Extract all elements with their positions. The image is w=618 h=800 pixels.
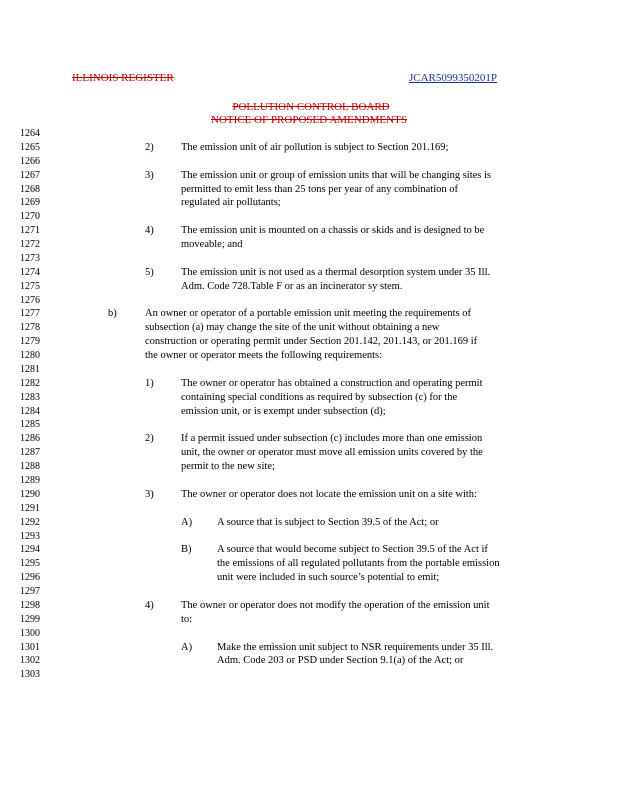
line-number: 1273 bbox=[20, 252, 40, 264]
line-number: 1281 bbox=[20, 363, 40, 375]
line-number: 1295 bbox=[20, 558, 40, 570]
paragraph-line: The emission unit is not used as a thermal desorption system under 35 Ill. bbox=[181, 266, 491, 278]
paragraph-line: An owner or operator of a portable emission unit meeting the requirements of bbox=[145, 308, 471, 320]
line-number: 1302 bbox=[20, 655, 40, 667]
line-number: 1280 bbox=[20, 350, 40, 362]
subsection-label: 2) bbox=[145, 141, 154, 153]
subsection-label: 4) bbox=[145, 225, 154, 237]
paragraph-line: If a permit issued under subsection (c) includes more than one emission bbox=[181, 433, 483, 445]
paragraph-line: subsection (a) may change the site of the unit without obtaining a new bbox=[145, 322, 440, 334]
line-number: 1265 bbox=[20, 141, 40, 153]
register-header: ILLINOIS REGISTER bbox=[72, 72, 174, 84]
subsection-label: 4) bbox=[145, 599, 154, 611]
line-number: 1294 bbox=[20, 544, 40, 556]
line-number: 1272 bbox=[20, 239, 40, 251]
line-number: 1290 bbox=[20, 488, 40, 500]
line-number: 1282 bbox=[20, 377, 40, 389]
line-number: 1284 bbox=[20, 405, 40, 417]
line-number: 1269 bbox=[20, 197, 40, 209]
subsection-label: 2) bbox=[145, 433, 154, 445]
paragraph-line: A source that would become subject to Section 39.5 of the Act if bbox=[217, 544, 488, 556]
line-number: 1283 bbox=[20, 391, 40, 403]
line-number: 1275 bbox=[20, 280, 40, 292]
subsection-label: 3) bbox=[145, 488, 154, 500]
paragraph-line: permit to the new site; bbox=[181, 461, 275, 473]
subsection-label: A) bbox=[181, 516, 193, 528]
subsection-label: B) bbox=[181, 544, 192, 556]
board-title: POLLUTION CONTROL BOARD bbox=[232, 101, 390, 113]
line-number: 1288 bbox=[20, 461, 40, 473]
paragraph-line: construction or operating permit under Section 201.142, 201.143, or 201.169 if bbox=[145, 336, 478, 348]
line-number: 1292 bbox=[20, 516, 40, 528]
line-number: 1289 bbox=[20, 475, 40, 486]
line-number: 1264 bbox=[20, 128, 40, 139]
subsection-label: 3) bbox=[145, 169, 154, 181]
paragraph-line: regulated air pollutants; bbox=[181, 197, 281, 209]
paragraph-line: to: bbox=[181, 613, 193, 625]
paragraph-line: Make the emission unit subject to NSR requirements under 35 Ill. bbox=[217, 641, 494, 653]
paragraph-line: The owner or operator does not locate the emission unit on a site with: bbox=[181, 488, 477, 500]
paragraph-line: Adm. Code 728.Table F or as an incinerator sy stem. bbox=[181, 280, 403, 292]
line-number: 1301 bbox=[20, 641, 40, 653]
paragraph-line: unit, the owner or operator must move all emission units covered by the bbox=[181, 447, 483, 459]
paragraph-line: emission unit, or is exempt under subsection (d); bbox=[181, 405, 386, 417]
line-number: 1277 bbox=[20, 308, 40, 320]
line-number: 1276 bbox=[20, 294, 40, 306]
line-number: 1268 bbox=[20, 183, 40, 195]
line-number: 1297 bbox=[20, 586, 40, 598]
line-number: 1300 bbox=[20, 627, 40, 639]
line-number: 1266 bbox=[20, 155, 40, 167]
line-number: 1287 bbox=[20, 447, 40, 459]
line-number: 1267 bbox=[20, 169, 40, 181]
paragraph-line: moveable; and bbox=[181, 239, 243, 251]
subsection-label: A) bbox=[181, 641, 193, 653]
paragraph-line: The owner or operator does not modify the operation of the emission unit bbox=[181, 599, 490, 611]
paragraph-line: The emission unit is mounted on a chassis or skids and is designed to be bbox=[181, 225, 485, 237]
jcar-code: JCAR5099350201P bbox=[409, 72, 498, 84]
subsection-label: b) bbox=[108, 308, 117, 320]
line-number: 1270 bbox=[20, 211, 40, 223]
line-number: 1274 bbox=[20, 266, 40, 278]
line-number: 1286 bbox=[20, 433, 40, 445]
paragraph-line: the owner or operator meets the following requirements: bbox=[145, 350, 383, 362]
line-number: 1296 bbox=[20, 572, 40, 584]
subsection-label: 1) bbox=[145, 377, 154, 389]
paragraph-line: A source that is subject to Section 39.5 of the Act; or bbox=[217, 516, 439, 528]
paragraph-line: permitted to emit less than 25 tons per year of any combination of bbox=[181, 183, 459, 195]
paragraph-line: The emission unit of air pollution is subject to Section 201.169; bbox=[181, 141, 449, 153]
paragraph-line: containing special conditions as required by subsection (c) for the bbox=[181, 391, 458, 403]
line-number: 1271 bbox=[20, 225, 40, 237]
line-number: 1299 bbox=[20, 613, 40, 625]
paragraph-line: The owner or operator has obtained a construction and operating permit bbox=[181, 377, 483, 389]
notice-title: NOTICE OF PROPOSED AMENDMENTS bbox=[211, 114, 407, 126]
paragraph-line: unit were included in such source’s potential to emit; bbox=[217, 572, 440, 584]
line-number: 1298 bbox=[20, 599, 40, 611]
subsection-label: 5) bbox=[145, 266, 154, 278]
line-number: 1291 bbox=[20, 502, 40, 514]
line-number: 1293 bbox=[20, 530, 40, 542]
line-number: 1285 bbox=[20, 419, 40, 431]
paragraph-line: the emissions of all regulated pollutants from the portable emission bbox=[217, 558, 500, 570]
line-number: 1303 bbox=[20, 669, 40, 681]
line-number: 1278 bbox=[20, 322, 40, 334]
paragraph-line: Adm. Code 203 or PSD under Section 9.1(a) of the Act; or bbox=[217, 655, 464, 667]
line-number: 1279 bbox=[20, 336, 40, 348]
paragraph-line: The emission unit or group of emission units that will be changing sites is bbox=[181, 169, 492, 181]
